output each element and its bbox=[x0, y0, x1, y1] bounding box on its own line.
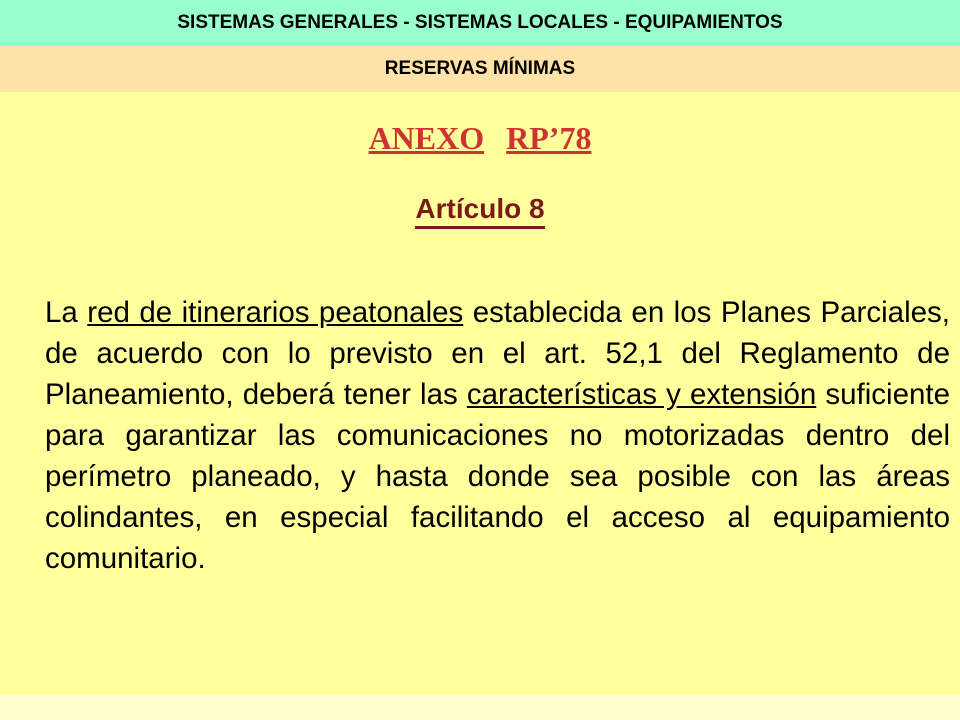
body-text-1: La bbox=[45, 296, 88, 329]
body-underlined-2: características y extensión bbox=[466, 378, 817, 411]
footer-band bbox=[0, 695, 960, 720]
header-subtitle: RESERVAS MÍNIMAS bbox=[0, 46, 960, 92]
body-text-2: establecida en los Planes Parciales, de acuerdo con lo previsto en el art. 52,1 del Reglamento de Planeamiento, deberá tener las bbox=[45, 296, 950, 411]
article-body bbox=[45, 292, 950, 579]
annex-heading bbox=[0, 120, 960, 157]
article-title-text: Artículo 8 bbox=[415, 193, 544, 229]
body-underlined-1: red de itinerarios peatonales bbox=[87, 296, 464, 329]
header-title: SISTEMAS GENERALES - SISTEMAS LOCALES - EQUIPAMIENTOS bbox=[0, 0, 960, 46]
annex-code: RP’78 bbox=[506, 120, 592, 156]
article-title bbox=[0, 193, 960, 225]
body-text-3: suficiente para garantizar las comunicaciones no motorizadas dentro del perímetro planeado, y hasta donde sea posible con las áreas colindantes, en especial facilitando el acceso al equipamiento comunitario. bbox=[45, 378, 951, 575]
annex-word: ANEXO bbox=[368, 120, 485, 156]
